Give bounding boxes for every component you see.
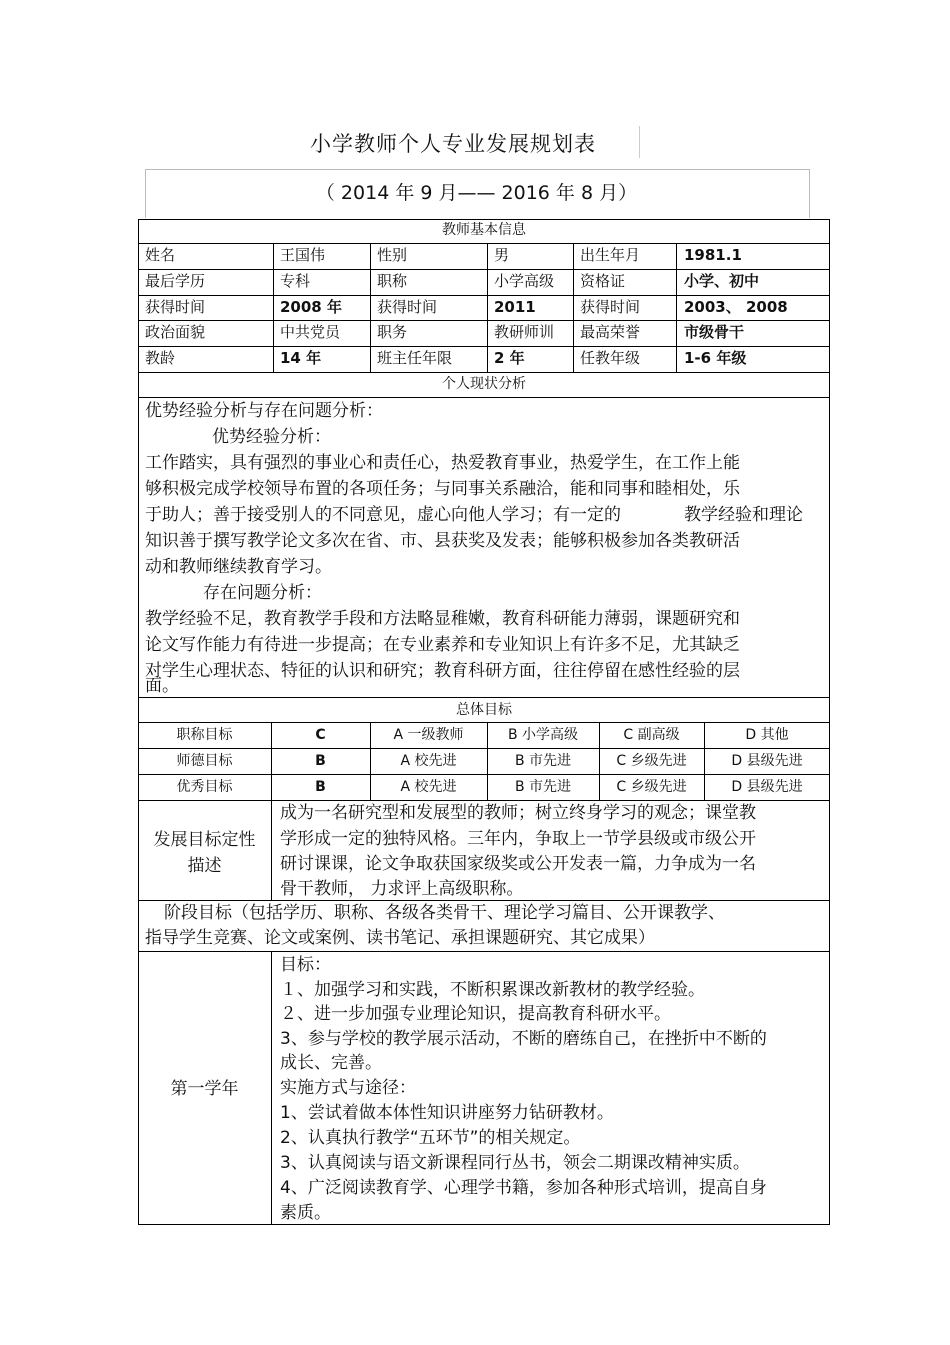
stage-line: 指导学生竞赛、论文或案例、读书笔记、承担课题研究、其它成果） xyxy=(145,928,655,948)
goal-option: C 乡级先进 xyxy=(616,753,687,769)
goal-option: A 校先进 xyxy=(400,753,457,769)
status-line: 够积极完成学校领导布置的各项任务；与同事关系融洽，能和同事和睦相处，乐 xyxy=(145,479,740,499)
basic-info-header: 教师基本信息 xyxy=(442,222,526,238)
status-line: 教学经验和理论 xyxy=(684,505,803,525)
basic-label: 出生年月 xyxy=(580,246,641,264)
desc-label-1: 发展目标定性 xyxy=(153,830,256,850)
status-line: 动和教师继续教育学习。 xyxy=(145,557,332,577)
basic-label: 职务 xyxy=(377,323,408,341)
desc-line: 研讨课课，论文争取获国家级奖或公开发表一篇，力争成为一名 xyxy=(280,854,756,874)
goal-choice: B xyxy=(315,753,326,769)
basic-label: 获得时间 xyxy=(145,298,206,316)
basic-label: 姓名 xyxy=(145,246,176,264)
desc-label-2: 描述 xyxy=(187,856,222,876)
basic-value: 小学高级 xyxy=(494,272,555,290)
goal-choice: B xyxy=(315,779,326,795)
goal-option: D 其他 xyxy=(745,727,789,743)
year1-line: 3、参与学校的教学展示活动，不断的磨练自己，在挫折中不断的 xyxy=(280,1029,767,1049)
stage-line: 阶段目标（包括学历、职称、各级各类骨干、理论学习篇目、公开课教学、 xyxy=(164,903,725,923)
year1-line: 3、认真阅读与语文新课程同行丛书，领会二期课改精神实质。 xyxy=(280,1153,750,1173)
goal-option: A 一级教师 xyxy=(393,727,464,743)
goal-option: D 县级先进 xyxy=(731,753,803,769)
goal-option: C 乡级先进 xyxy=(616,779,687,795)
basic-label: 教龄 xyxy=(145,349,176,367)
status-header: 个人现状分析 xyxy=(442,376,526,392)
basic-value: 2008 年 xyxy=(280,298,342,316)
basic-label: 政治面貌 xyxy=(145,323,206,341)
goals-header: 总体目标 xyxy=(456,702,512,718)
basic-value: 市级骨干 xyxy=(684,323,745,341)
basic-label: 班主任年限 xyxy=(377,349,453,367)
status-line: 于助人；善于接受别人的不同意见，虚心向他人学习；有一定的 xyxy=(145,505,621,525)
status-problem-heading: 存在问题分析： xyxy=(203,583,322,603)
basic-value: 男 xyxy=(494,246,510,264)
goal-option: B 市先进 xyxy=(514,779,572,795)
status-line: 面。 xyxy=(145,676,179,696)
goal-option: D 县级先进 xyxy=(731,779,803,795)
year1-line: ２、进一步加强专业理论知识，提高教育科研水平。 xyxy=(280,1004,671,1024)
desc-line: 成为一名研究型和发展型的教师；树立终身学习的观念；课堂教 xyxy=(280,803,756,823)
basic-value: 小学、初中 xyxy=(684,272,760,290)
basic-label: 获得时间 xyxy=(377,298,438,316)
period-text: （ 2014 年 9 月—— 2016 年 8 月） xyxy=(315,182,638,204)
goal-choice: C xyxy=(315,727,326,743)
basic-value: 中共党员 xyxy=(280,323,341,341)
year1-line: 成长、完善。 xyxy=(280,1053,382,1073)
desc-line: 骨干教师， 力求评上高级职称。 xyxy=(280,879,524,899)
basic-label: 获得时间 xyxy=(580,298,641,316)
basic-label: 资格证 xyxy=(580,272,626,290)
year1-line: １、加强学习和实践，不断积累课改新教材的教学经验。 xyxy=(280,980,705,1000)
basic-value: 1981.1 xyxy=(684,246,742,264)
goal-option: B 市先进 xyxy=(514,753,572,769)
status-strength-heading: 优势经验分析： xyxy=(212,427,331,447)
year1-line: 2、认真执行教学“五环节”的相关规定。 xyxy=(280,1128,581,1148)
status-line: 教学经验不足，教育教学手段和方法略显稚嫩，教育科研能力薄弱，课题研究和 xyxy=(145,609,740,629)
basic-value: 王国伟 xyxy=(280,246,326,264)
basic-value: 2 年 xyxy=(494,349,525,367)
status-line: 知识善于撰写教学论文多次在省、市、县获奖及发表；能够积极参加各类教研活 xyxy=(145,531,740,551)
desc-line: 学形成一定的独特风格。三年内，争取上一节学县级或市级公开 xyxy=(280,829,756,849)
goal-option: B 小学高级 xyxy=(507,727,579,743)
basic-value: 14 年 xyxy=(280,349,322,367)
page-title: 小学教师个人专业发展规划表 xyxy=(310,132,596,156)
basic-value: 教研师训 xyxy=(494,323,555,341)
goal-option: A 校先进 xyxy=(400,779,457,795)
basic-label: 性别 xyxy=(377,246,408,264)
basic-value: 专科 xyxy=(280,272,311,290)
year1-line: 素质。 xyxy=(280,1203,331,1223)
year1-label: 第一学年 xyxy=(170,1079,239,1099)
year1-line: 实施方式与途径： xyxy=(280,1078,416,1098)
goal-label: 职称目标 xyxy=(176,727,233,743)
status-line: 对学生心理状态、特征的认识和研究；教育科研方面，往往停留在感性经验的层 xyxy=(145,661,740,681)
basic-label: 最高荣誉 xyxy=(580,323,641,341)
goal-label: 师德目标 xyxy=(176,753,233,769)
status-line: 论文写作能力有待进一步提高；在专业素养和专业知识上有许多不足，尤其缺乏 xyxy=(145,635,740,655)
year1-line: 1、尝试着做本体性知识讲座努力钻研教材。 xyxy=(280,1103,614,1123)
status-intro: 优势经验分析与存在问题分析： xyxy=(145,401,383,421)
year1-line: 4、广泛阅读教育学、心理学书籍，参加各种形式培训，提高自身 xyxy=(280,1178,767,1198)
basic-value: 1-6 年级 xyxy=(684,349,747,367)
status-line: 工作踏实，具有强烈的事业心和责任心，热爱教育事业，热爱学生，在工作上能 xyxy=(145,453,740,473)
basic-value: 2011 xyxy=(494,298,536,316)
basic-label: 任教年级 xyxy=(580,349,641,367)
goal-option: C 副高级 xyxy=(623,727,680,743)
year1-line: 目标： xyxy=(280,955,331,975)
basic-label: 职称 xyxy=(377,272,408,290)
goal-label: 优秀目标 xyxy=(176,779,233,795)
basic-label: 最后学历 xyxy=(145,272,206,290)
basic-value: 2003、 2008 xyxy=(684,298,788,316)
